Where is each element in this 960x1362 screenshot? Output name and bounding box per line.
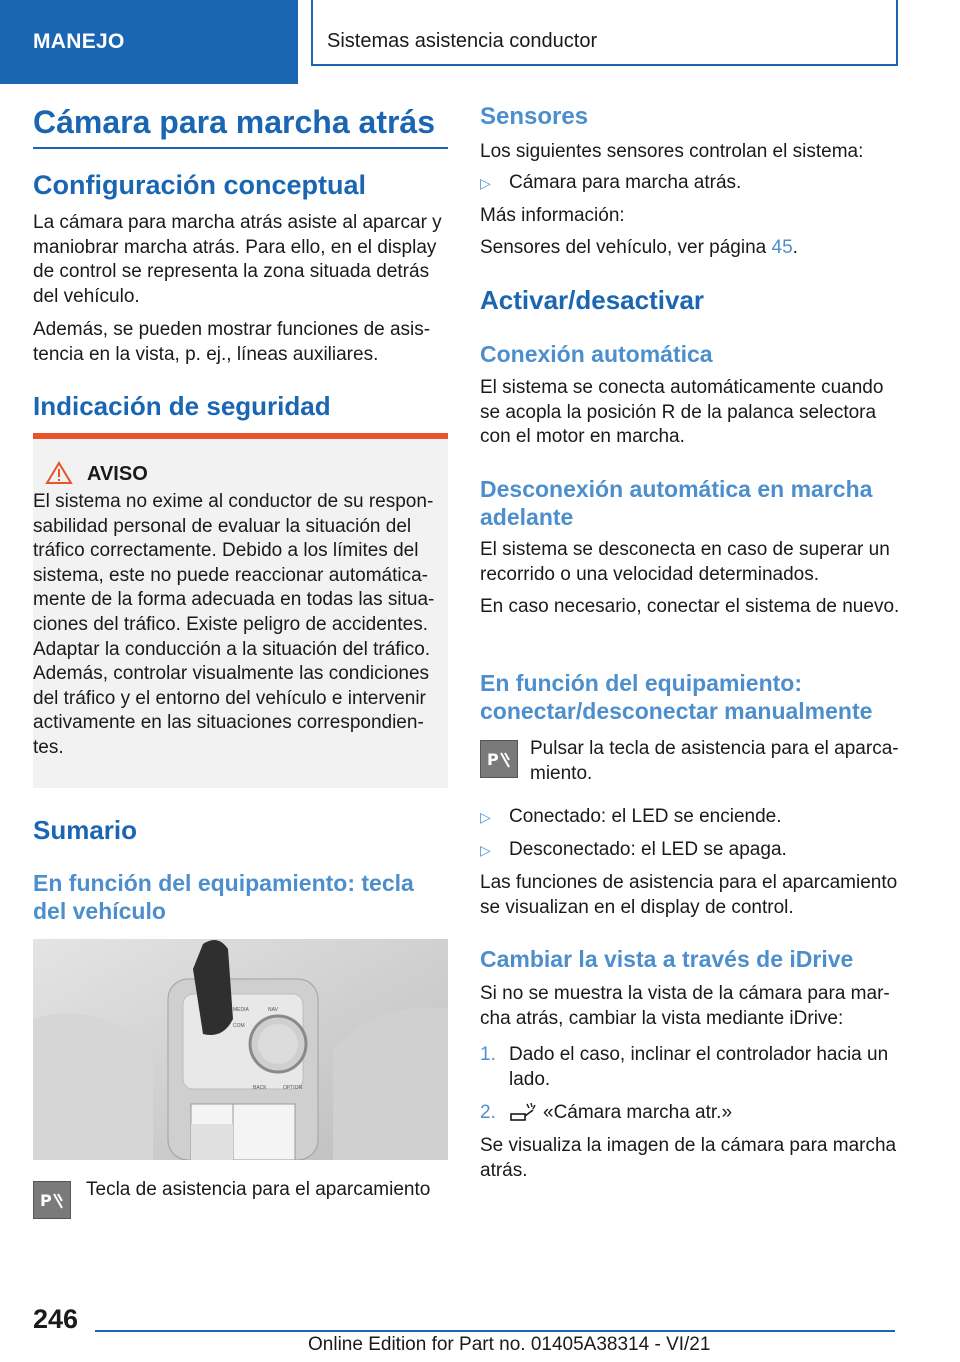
summary-subheading: En función del equipamiento: tecla del vehículo <box>33 870 414 924</box>
svg-text:P: P <box>487 750 499 769</box>
idrive-intro: Si no se muestra la vista de la cámara para marcha atrás, cambiar la vista mediante iDrive: <box>480 983 890 1029</box>
button-caption: Tecla de asistencia para el aparcamiento <box>86 1179 431 1200</box>
manual-text: Pulsar la tecla de asistencia para el aparcamiento. <box>530 738 899 784</box>
activate-heading: Activar/desactivar <box>480 285 705 315</box>
summary-heading: Sumario <box>33 815 138 845</box>
warning-title: AVISO <box>87 463 148 485</box>
manual-after-text: Las funciones de asistencia para el aparcamiento se visualizan en el display de control. <box>480 872 898 918</box>
photo-label-com: COM <box>233 1023 245 1029</box>
more-info-label: Más información: <box>480 205 625 226</box>
concept-paragraph-2: Además, se pueden mostrar funciones de asistencia en la vista, p. ej., líneas auxiliares. <box>33 319 431 365</box>
rear-camera-icon <box>509 1102 537 1124</box>
page-title: Cámara para marcha atrás <box>33 104 436 140</box>
sensors-intro: Los siguientes sensores controlan el sistema: <box>480 141 864 162</box>
safety-heading: Indicación de seguridad <box>33 391 331 421</box>
photo-label-media: MEDIA <box>233 1007 249 1013</box>
section-tab <box>0 0 298 84</box>
section-label: MANEJO <box>33 30 125 53</box>
idrive-result: Se visualiza la imagen de la cámara para marcha atrás. <box>480 1135 897 1181</box>
auto-off-text-1: El sistema se desconecta en caso de superar un recorrido o una velocidad determinados. <box>480 539 890 585</box>
warning-text: El sistema no exime al conductor de su responsabilidad personal de evaluar la situación del tráfico correctamente. Debido a los límites del sistema, este no puede reaccionar automáticamente de la forma adecuada en todas las situaciones del tráfico. Existe peligro de accidentes. Adaptar la conducción a la situación del tráfico. Además, controlar visualmente las condiciones del tráfico y el entorno del vehículo e intervenir activamente en las situaciones correspondientes. <box>33 491 435 758</box>
bullet-triangle-icon: ▷ <box>480 809 491 825</box>
footer-rule <box>95 1330 895 1332</box>
title-rule <box>33 147 448 149</box>
warning-triangle-icon <box>45 461 73 485</box>
photo-label-option: OPTION <box>283 1085 303 1091</box>
idrive-heading: Cambiar la vista a través de iDrive <box>480 946 854 972</box>
auto-on-text: El sistema se conecta automáticamente cuando se acopla la posición R de la palanca selectora con el motor en marcha. <box>480 377 884 448</box>
bullet-triangle-icon: ▷ <box>480 842 491 858</box>
sensors-heading: Sensores <box>480 103 589 130</box>
photo-label-back: BACK <box>253 1085 267 1091</box>
manual-heading: En función del equipamiento: conectar/desconectar manualmente <box>480 670 873 724</box>
chapter-label: Sistemas asistencia conductor <box>327 30 598 52</box>
parking-assist-button-icon <box>33 1181 71 1219</box>
auto-on-heading: Conexión automática <box>480 341 713 367</box>
chapter-tab <box>311 0 898 66</box>
page-link[interactable]: 45 <box>771 237 793 258</box>
auto-off-text-2: En caso necesario, conectar el sistema de nuevo. <box>480 596 900 617</box>
edition-note: Online Edition for Part no. 01405A38314 - VI/21 <box>308 1334 711 1355</box>
concept-heading: Configuración conceptual <box>33 170 367 200</box>
svg-text:P: P <box>40 1191 52 1210</box>
auto-off-heading: Desconexión automática en marcha adelante <box>480 476 873 530</box>
page-number: 246 <box>33 1304 79 1334</box>
sensors-reference: Sensores del vehículo, ver página 45. <box>480 237 798 258</box>
photo-label-nav: NAV <box>268 1007 278 1013</box>
warning-box <box>33 433 448 788</box>
parking-assist-button-icon-2 <box>480 740 518 778</box>
bullet-triangle-icon: ▷ <box>480 175 491 191</box>
center-console-photo <box>33 939 448 1160</box>
concept-paragraph-1: La cámara para marcha atrás asiste al aparcar y maniobrar marcha atrás. Para ello, en el display de control se representa la zona situada detrás del vehículo. <box>33 212 442 307</box>
